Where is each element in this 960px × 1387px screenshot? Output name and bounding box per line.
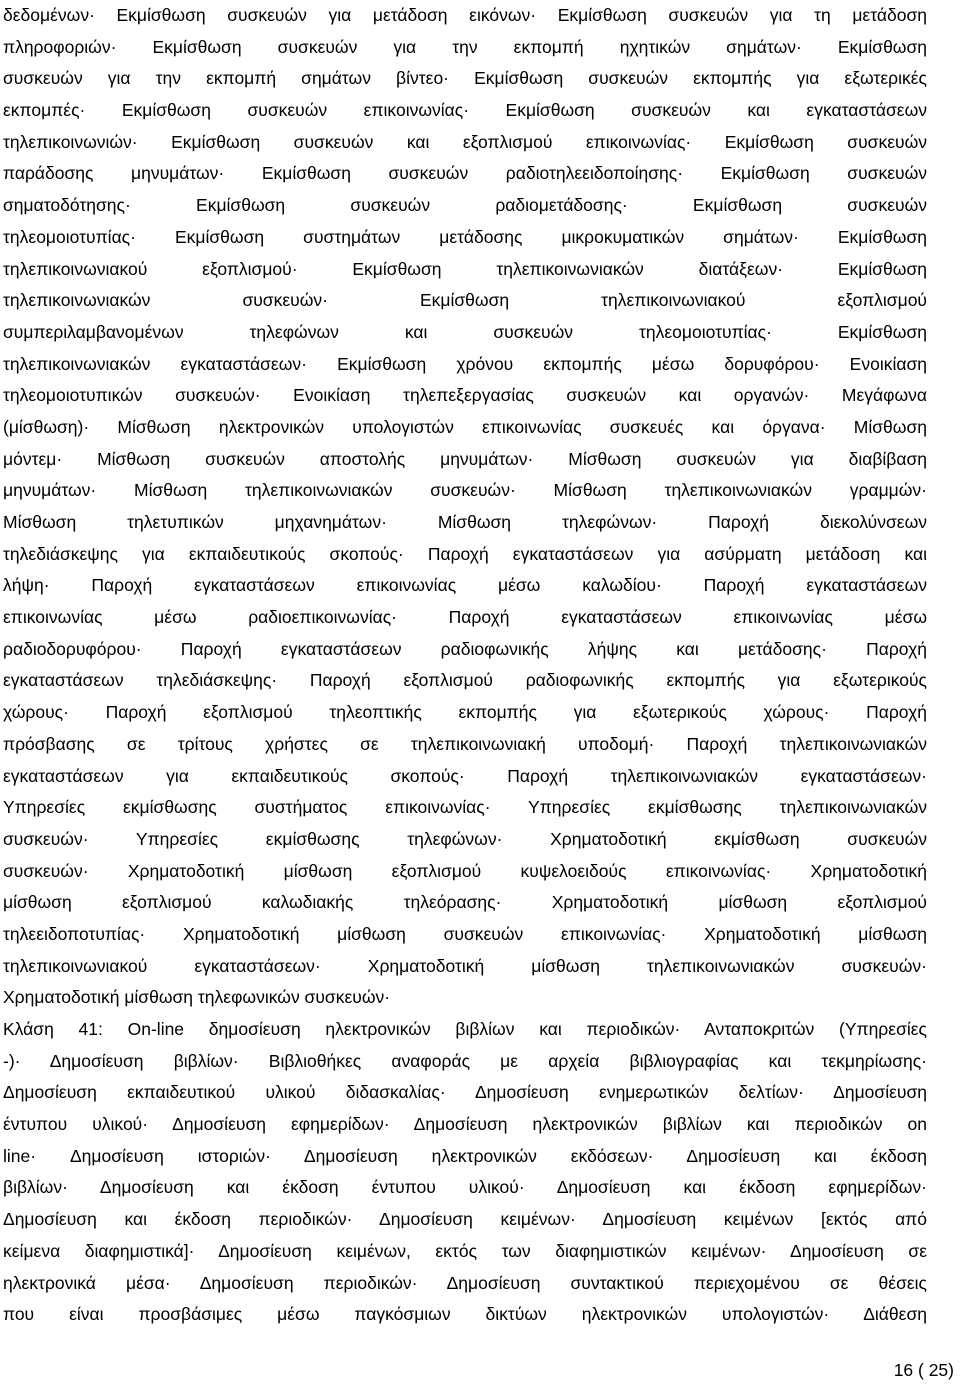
page-number: 16 ( 25) <box>893 1360 954 1380</box>
text-line: συμπεριλαμβανομένων τηλεφώνων και συσκευών τηλεομοιοτυπίας· Εκμίσθωση <box>3 321 927 342</box>
text-line: λήψη· Παροχή εγκαταστάσεων επικοινωνίας μέσω καλωδίου· Παροχή εγκαταστάσεων <box>3 575 927 596</box>
text-line: κείμενα διαφημιστικά]· Δημοσίευση κειμένων, εκτός των διαφημιστικών κειμένων· Δημοσίευση σε <box>3 1240 927 1261</box>
text-line: μίσθωση εξοπλισμού καλωδιακής τηλεόρασης· Χρηματοδοτική μίσθωση εξοπλισμού <box>3 892 927 913</box>
text-line: μηνυμάτων· Μίσθωση τηλεπικοινωνιακών συσκευών· Μίσθωση τηλεπικοινωνιακών γραμμών· <box>3 480 927 501</box>
text-line: πληροφοριών· Εκμίσθωση συσκευών για την εκπομπή ηχητικών σημάτων· Εκμίσθωση <box>3 36 927 57</box>
text-line: εγκαταστάσεων για εκπαιδευτικούς σκοπούς· Παροχή τηλεπικοινωνιακών εγκαταστάσεων· <box>3 765 927 786</box>
text-line: πρόσβασης σε τρίτους χρήστες σε τηλεπικοινωνιακή υποδομή· Παροχή τηλεπικοινωνιακών <box>3 733 927 754</box>
text-line: (μίσθωση)· Μίσθωση ηλεκτρονικών υπολογιστών επικοινωνίας συσκευές και όργανα· Μίσθωση <box>3 416 927 437</box>
text-line: τηλεπικοινωνιακών συσκευών· Εκμίσθωση τηλεπικοινωνιακού εξοπλισμού <box>3 290 927 311</box>
text-line: Υπηρεσίες εκμίσθωσης συστήματος επικοινωνίας· Υπηρεσίες εκμίσθωσης τηλεπικοινωνιακών <box>3 797 927 818</box>
text-line: Χρηματοδοτική μίσθωση τηλεφωνικών συσκευών· <box>3 987 391 1008</box>
text-line: Δημοσίευση εκπαιδευτικού υλικού διδασκαλίας· Δημοσίευση ενημερωτικών δελτίων· Δημοσίευση <box>3 1082 927 1103</box>
text-line: εκπομπές· Εκμίσθωση συσκευών επικοινωνίας· Εκμίσθωση συσκευών και εγκαταστάσεων <box>3 100 927 121</box>
text-line: line· Δημοσίευση ιστοριών· Δημοσίευση ηλεκτρονικών εκδόσεων· Δημοσίευση και έκδοση <box>3 1145 927 1166</box>
text-line: τηλεειδοποτυπίας· Χρηματοδοτική μίσθωση συσκευών επικοινωνίας· Χρηματοδοτική μίσθωση <box>3 923 927 944</box>
text-line: -)· Δημοσίευση βιβλίων· Βιβλιοθήκες αναφοράς με αρχεία βιβλιογραφίας και τεκμηρίωσης· <box>3 1050 927 1071</box>
text-line: τηλεπικοινωνιών· Εκμίσθωση συσκευών και εξοπλισμού επικοινωνίας· Εκμίσθωση συσκευών <box>3 131 927 152</box>
text-line: χώρους· Παροχή εξοπλισμού τηλεοπτικής εκπομπής για εξωτερικούς χώρους· Παροχή <box>3 702 927 723</box>
text-line: Κλάση 41: On-line δημοσίευση ηλεκτρονικών βιβλίων και περιοδικών· Ανταποκριτών (Υπηρεσίες <box>3 1019 927 1039</box>
text-line: ραδιοδορυφόρου· Παροχή εγκαταστάσεων ραδιοφωνικής λήψης και μετάδοσης· Παροχή <box>3 638 927 659</box>
text-line: τηλεπικοινωνιακού εγκαταστάσεων· Χρηματοδοτική μίσθωση τηλεπικοινωνιακών συσκευών· <box>3 955 927 976</box>
text-line: που είναι προσβάσιμες μέσω παγκόσμιων δικτύων ηλεκτρονικών υπολογιστών· Διάθεση <box>3 1304 927 1325</box>
text-line: βιβλίων· Δημοσίευση και έκδοση έντυπου υλικού· Δημοσίευση και έκδοση εφημερίδων· <box>3 1177 927 1198</box>
text-line: Δημοσίευση και έκδοση περιοδικών· Δημοσίευση κειμένων· Δημοσίευση κειμένων [εκτός από <box>3 1209 927 1230</box>
text-line: Μίσθωση τηλετυπικών μηχανημάτων· Μίσθωση τηλεφώνων· Παροχή διεκολύνσεων <box>3 512 927 532</box>
text-line: τηλεπικοινωνιακού εξοπλισμού· Εκμίσθωση τηλεπικοινωνιακών διατάξεων· Εκμίσθωση <box>3 258 927 279</box>
text-line: τηλεομοιοτυπίας· Εκμίσθωση συστημάτων μετάδοσης μικροκυματικών σημάτων· Εκμίσθωση <box>3 226 927 247</box>
text-line: συσκευών για την εκπομπή σημάτων βίντεο· Εκμίσθωση συσκευών εκπομπής για εξωτερικές <box>3 68 927 89</box>
text-line: εγκαταστάσεων τηλεδιάσκεψης· Παροχή εξοπλισμού ραδιοφωνικής εκπομπής για εξωτερικούς <box>3 670 927 691</box>
document-body <box>3 0 927 1331</box>
text-line: μόντεμ· Μίσθωση συσκευών αποστολής μηνυμάτων· Μίσθωση συσκευών για διαβίβαση <box>3 448 927 469</box>
text-line: τηλεομοιοτυπικών συσκευών· Ενοικίαση τηλεπεξεργασίας συσκευών και οργανών· Μεγάφωνα <box>3 385 927 406</box>
text-line: δεδομένων· Εκμίσθωση συσκευών για μετάδοση εικόνων· Εκμίσθωση συσκευών για τη μετάδοση <box>3 5 927 25</box>
text-line: τηλεδιάσκεψης για εκπαιδευτικούς σκοπούς· Παροχή εγκαταστάσεων για ασύρματη μετάδοση και <box>3 543 927 564</box>
text-line: σηματοδότησης· Εκμίσθωση συσκευών ραδιομετάδοσης· Εκμίσθωση συσκευών <box>3 195 927 216</box>
text-line: ηλεκτρονικά μέσα· Δημοσίευση περιοδικών· Δημοσίευση συντακτικού περιεχομένου σε θέσεις <box>3 1272 927 1293</box>
text-line: τηλεπικοινωνιακών εγκαταστάσεων· Εκμίσθωση χρόνου εκπομπής μέσω δορυφόρου· Ενοικίαση <box>3 353 927 374</box>
text-line: έντυπου υλικού· Δημοσίευση εφημερίδων· Δημοσίευση ηλεκτρονικών βιβλίων και περιοδικών on <box>3 1114 927 1135</box>
text-line: συσκευών· Χρηματοδοτική μίσθωση εξοπλισμού κυψελοειδούς επικοινωνίας· Χρηματοδοτική <box>3 860 927 881</box>
text-line: συσκευών· Υπηρεσίες εκμίσθωσης τηλεφώνων· Χρηματοδοτική εκμίσθωση συσκευών <box>3 828 927 849</box>
text-line: παράδοσης μηνυμάτων· Εκμίσθωση συσκευών ραδιοτηλεειδοποίησης· Εκμίσθωση συσκευών <box>3 163 927 184</box>
text-line: επικοινωνίας μέσω ραδιοεπικοινωνίας· Παροχή εγκαταστάσεων επικοινωνίας μέσω <box>3 607 927 628</box>
